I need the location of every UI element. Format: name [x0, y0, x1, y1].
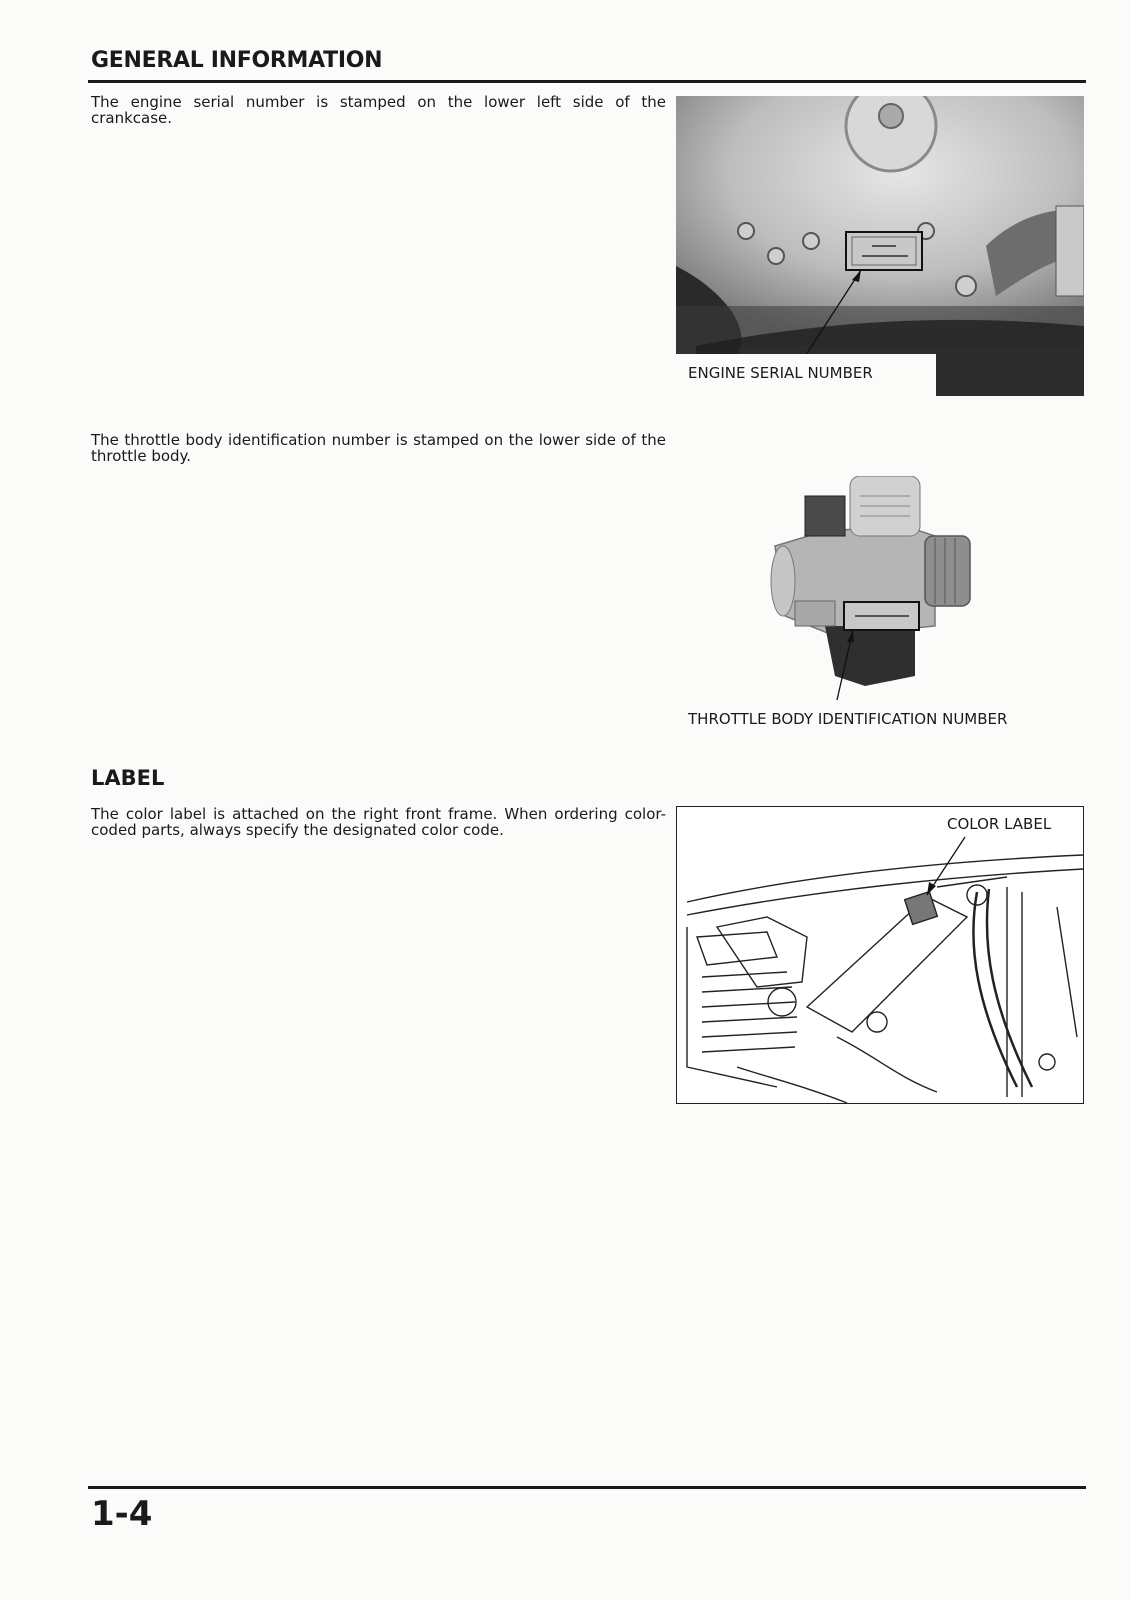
- throttle-body-paragraph: The throttle body identification number is stamped on the lower side of the throttle body.: [91, 431, 666, 465]
- page-title: GENERAL INFORMATION: [91, 48, 383, 73]
- throttle-body-photo: [765, 476, 980, 706]
- label-section-heading: LABEL: [91, 766, 165, 790]
- label-paragraph: The color label is attached on the right front frame. When ordering color-coded parts, always specify the designated color code.: [91, 805, 666, 839]
- color-label-caption: COLOR LABEL: [947, 815, 1052, 833]
- footer-rule: [88, 1486, 1086, 1489]
- engine-serial-caption: ENGINE SERIAL NUMBER: [688, 364, 873, 382]
- engine-photo: [676, 96, 1084, 396]
- page-number: 1-4: [91, 1494, 153, 1534]
- throttle-body-caption: THROTTLE BODY IDENTIFICATION NUMBER: [688, 710, 1008, 728]
- engine-serial-paragraph: The engine serial number is stamped on the lower left side of the crankcase.: [91, 93, 666, 127]
- color-label-figure: [676, 806, 1084, 1104]
- header-rule: [88, 80, 1086, 83]
